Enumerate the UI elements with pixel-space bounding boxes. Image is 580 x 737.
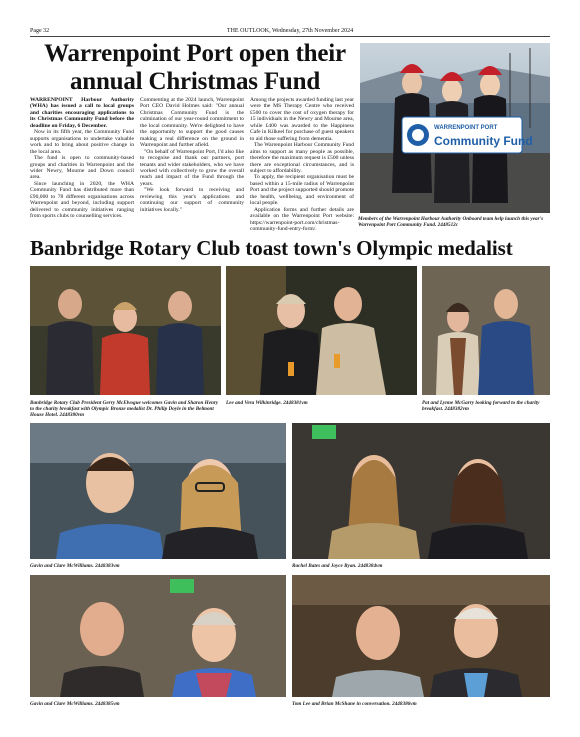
rotary-caption-3: Pat and Lynne McGarry looking forward to the charity breakfast. 2448382vm — [422, 400, 540, 412]
rotary-photo-3 — [422, 266, 550, 395]
rotary-caption-4: Gavin and Clare McWilliams. 2448383vm — [30, 563, 120, 569]
story1-paragraph: To apply, the recipient organisation must be based within a 15-mile radius of Warrenpoint Port and the project supported should promote the health, wellbeing, and environment of local people. — [250, 174, 354, 207]
story1-paragraph: Application forms and further details are available on the Warrenpoint Port website: https://warrenpoint-port.com/christmas-community-fund-entry-form/. — [250, 206, 354, 233]
rotary-caption-1: Banbridge Rotary Club President Gerry McElvogue welcomes Gavin and Sharon Henry to the charity breakfast with Olympic Bronze medalist Dr. Philip Doyle in the Belmont House Hotel. 2448380vm — [30, 400, 219, 418]
page-number: Page 32 — [30, 28, 50, 34]
story1-paragraph: WARRENPOINT Harbour Authority (WHA) has issued a call to local groups and charities encouraging applications to its Christmas Community Fund before the deadline on Friday, 6 December. — [30, 97, 134, 129]
story1-paragraph: Since launching in 2020, the WHA Community Fund has distributed more than £90,000 to 78 different organisations across Warrenpoint and beyond, including support delivered to community initiatives ranging from sports clubs to counselling services. — [30, 180, 134, 220]
story1-paragraph: "We look forward to receiving and reviewing this year's applications and continuing our support of community initiatives locally." — [140, 187, 244, 213]
story1-headline: Warrenpoint Port open their annual Christmas Fund — [44, 40, 346, 95]
rotary-photo-5 — [292, 423, 550, 559]
banner-top-text: WARRENPOINT PORT — [434, 125, 498, 131]
rotary-photo-2 — [226, 266, 417, 395]
page-header — [30, 27, 550, 37]
story1-paragraph: Among the projects awarded funding last year were the MS Therapy Centre who received £500 to cover the cost of oxygen therapy for 15 individuals in the Newry and Mourne area, while £400 was awarded to the Happiness Cafe in Kilkeel for purchase of guest speakers to aid those suffering from dementia. — [250, 97, 354, 142]
story1-paragraph: The fund is open to community-based groups and charities in Warrenpoint and the wider Newry, Mourne and Down council area. — [30, 155, 134, 181]
banner-main-text: Community Fund — [434, 134, 533, 148]
rotary-photo-4 — [30, 423, 286, 559]
story1-photo-caption: Members of the Warrenpoint Harbour Authority Onboard team help launch this year's Warrenpoint Port Community Fund. 2448512c — [358, 216, 544, 228]
community-fund-banner — [402, 117, 533, 153]
story1-paragraph: "On behalf of Warrenpoint Port, I'd also like to recognise and thank our partners, port tenants and wider stakeholders, who we have worked with collectively to grow the overall reach and impact of the Fund through the years. — [140, 148, 244, 187]
rotary-caption-5: Rachel Bates and Joyce Ryan. 2448384vm — [292, 563, 383, 569]
story1-paragraph: The Warrenpoint Harbour Community Fund aims to support as many people as possible, therefore the maximum request is £500 unless there are exceptional circumstances, and is subject to affordability. — [250, 142, 354, 174]
rotary-photo-7 — [292, 575, 550, 697]
rotary-caption-7: Tom Lee and Brian McShane in conversation. 2448386vm — [292, 701, 417, 707]
story1-column-2 — [140, 97, 244, 239]
story2-headline: Banbridge Rotary Club toast town's Olympic medalist — [30, 236, 513, 260]
rotary-photo-6 — [30, 575, 286, 697]
story1-column-3 — [250, 97, 354, 239]
masthead: THE OUTLOOK, Wednesday, 27th November 2024 — [226, 28, 354, 34]
story1-paragraph: Now in its fifth year, the Community Fund supports organisations to undertake valuable work and to bring about positive change in the local area. — [30, 129, 134, 155]
story1-column-1 — [30, 97, 134, 239]
story1-paragraph: Commenting at the 2024 launch, Warrenpoint Port CEO David Holmes said: "Our annual Christmas Community Fund is the culmination of our year-round commitment to the local community. We're delighted to have the opportunity to support the good causes making a real difference on the ground in Warrenpoint and further afield. — [140, 97, 244, 149]
rotary-photo-1 — [30, 266, 221, 395]
rotary-caption-6: Gavin and Clare McWilliams. 2448385vm — [30, 701, 120, 707]
rotary-caption-2: Lee and Vera Wilkinridge. 2448381vm — [226, 400, 308, 406]
